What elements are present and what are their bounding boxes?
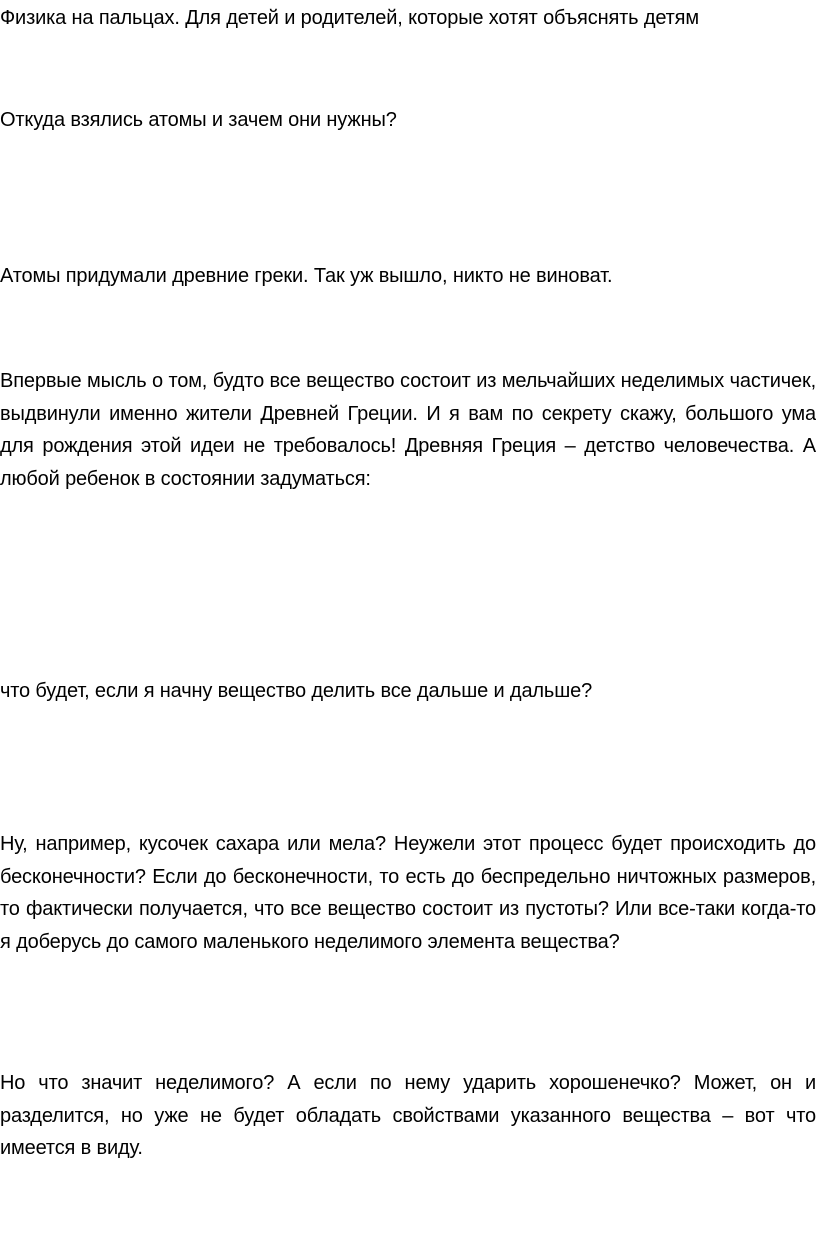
paragraph-intro: Атомы придумали древние греки. Так уж вышло, никто не виноват. xyxy=(0,265,613,287)
paragraph-question: что будет, если я начну вещество делить все дальше и дальше? xyxy=(0,680,593,702)
paragraph-ancient-greece: Впервые мысль о том, будто все вещество состоит из мельчайших неделимых частичек, выдвинули именно жители Древней Греции. И я вам по секрету скажу, большого ума для рождения этой идеи не требовалось! Древняя Греция – детство человечества. А любой ребенок в состоянии задуматься: xyxy=(0,370,816,490)
paragraph-indivisible: Но что значит неделимого? А если по нему ударить хорошенечко? Может, он и разделится, но уже не будет обладать свойствами указанного вещества – вот что имеется в виду. xyxy=(0,1072,816,1159)
paragraph-division: Ну, например, кусочек сахара или мела? Неужели этот процесс будет происходить до бесконечности? Если до бесконечности, то есть до беспредельно ничтожных размеров, то фактически получается, что все вещество состоит из пустоты? Или все-таки когда-то я доберусь до самого маленького неделимого элемента вещества? xyxy=(0,833,816,953)
document-title: Физика на пальцах. Для детей и родителей, которые хотят объяснять детям xyxy=(0,7,699,29)
section-heading: Откуда взялись атомы и зачем они нужны? xyxy=(0,109,397,131)
